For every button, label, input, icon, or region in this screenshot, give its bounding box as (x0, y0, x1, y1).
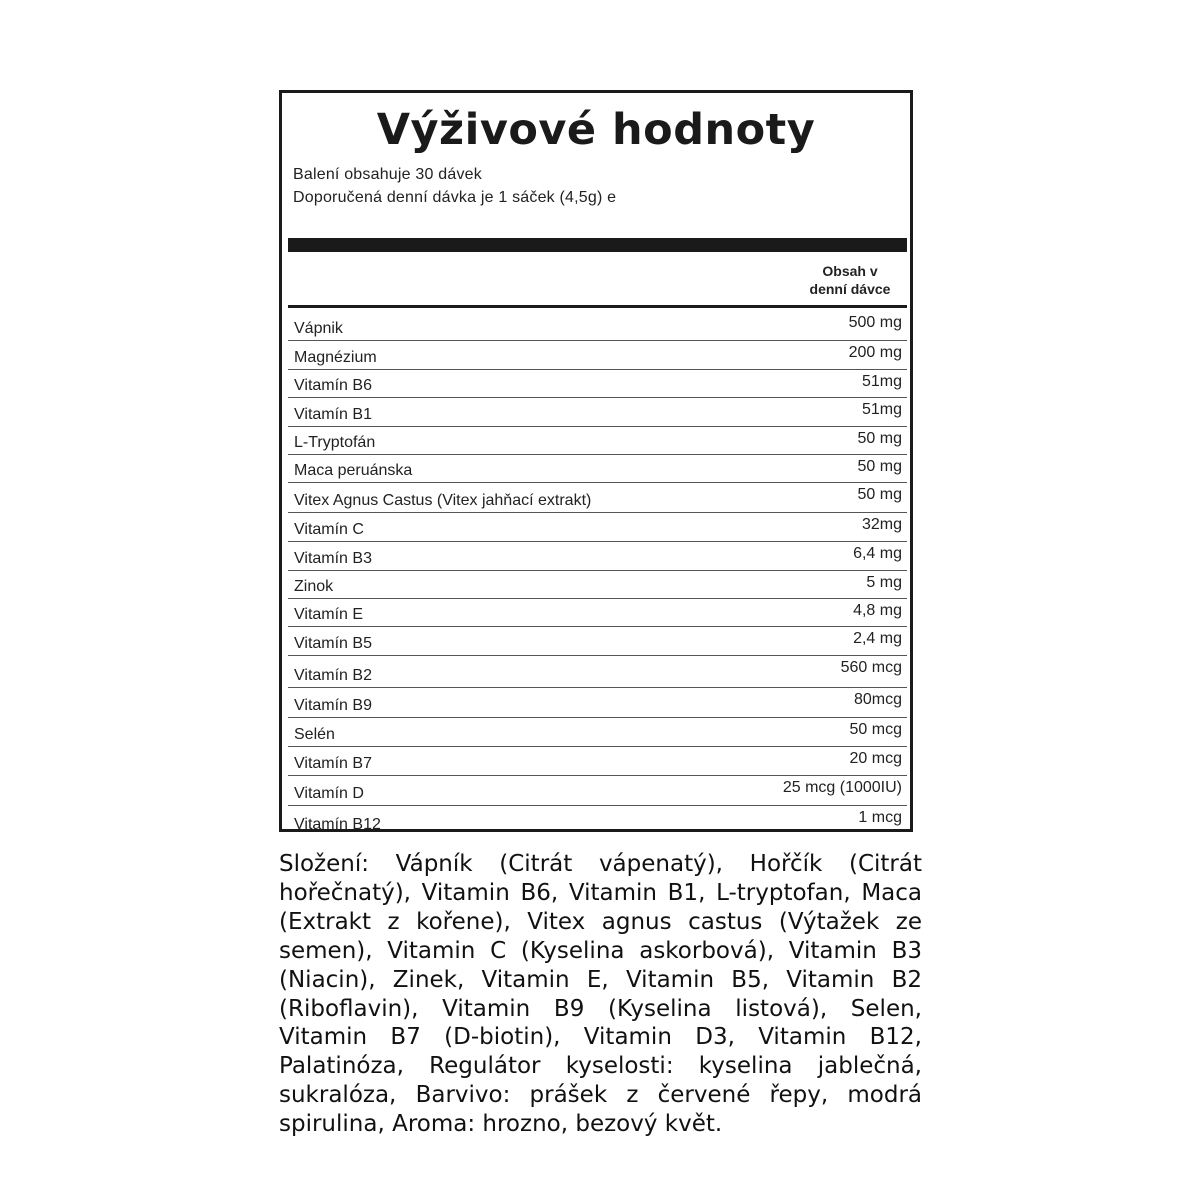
nutrient-name: Zinok (294, 578, 334, 595)
table-row (288, 806, 907, 836)
nutrient-value: 32mg (861, 516, 902, 533)
table-row (288, 776, 907, 806)
nutrient-value: 51mg (861, 401, 902, 418)
nutrient-value: 500 mg (848, 314, 902, 331)
table-row (288, 571, 907, 599)
nutrient-value: 200 mg (848, 344, 902, 361)
nutrient-value: 20 mcg (849, 750, 902, 767)
nutrient-name: Vitamín B5 (294, 635, 372, 652)
table-row (288, 513, 907, 542)
column-header (792, 262, 908, 298)
table-row (288, 483, 907, 513)
nutrient-value: 1 mcg (858, 809, 902, 826)
table-row (288, 718, 907, 747)
table-row (288, 427, 907, 455)
nutrition-title: Výživové hodnoty (376, 105, 816, 155)
nutrient-name: Selén (294, 726, 335, 743)
nutrient-name: Vápnik (294, 320, 343, 337)
nutrient-value: 50 mcg (849, 721, 902, 738)
nutrient-name: Vitamín E (294, 606, 364, 623)
nutrient-value: 50 mg (857, 430, 902, 447)
nutrient-value: 50 mg (857, 486, 902, 503)
table-row (288, 542, 907, 571)
nutrient-table (288, 311, 907, 836)
nutrient-name: Vitex Agnus Castus (Vitex jahňací extrakt) (294, 492, 592, 509)
nutrient-name: Vitamín C (294, 521, 364, 538)
nutrient-name: Vitamín B12 (294, 816, 381, 833)
nutrient-name: Maca peruánska (294, 462, 413, 479)
nutrient-value: 2,4 mg (853, 630, 902, 647)
nutrient-value: 6,4 mg (853, 545, 902, 562)
table-row (288, 398, 907, 427)
table-row (288, 455, 907, 483)
nutrient-name: Vitamín B1 (294, 406, 372, 423)
composition-text: Složení: Vápník (Citrát vápenatý), Hořčík (Citrát hořečnatý), Vitamin B6, Vitamin B1, L-tryptofan, Maca (Extrakt z kořene), Vitex agnus castus (Výtažek ze semen), Vitamin C (Kyselina askorbová), Vitamin B3 (Niacin), Zinek, Vitamin E, Vitamin B5, Vitamin B2 (Riboflavin), Vitamin B9 (Kyselina listová), Selen, Vitamin B7 (D-biotin), Vitamin D3, Vitamin B12, Palatinóza, Regulátor kyselosti: kyselina jablečná, sukralóza, Barvivo: prášek z červené řepy, modrá spirulina, Aroma: hrozno, bezový květ. (279, 851, 922, 1138)
nutrient-name: Vitamín B9 (294, 697, 372, 714)
column-header-line-2: denní dávce (809, 281, 891, 297)
nutrient-value: 4,8 mg (853, 602, 902, 619)
nutrient-name: Vitamín B3 (294, 550, 372, 567)
nutrient-name: Vitamín B7 (294, 755, 372, 772)
package-servings-text: Balení obsahuje 30 dávek (293, 166, 482, 183)
nutrient-name: Vitamín B6 (294, 377, 372, 394)
table-row (288, 688, 907, 718)
table-row (288, 656, 907, 688)
table-row (288, 341, 907, 370)
nutrition-facts-panel (279, 90, 913, 832)
table-row (288, 747, 907, 776)
nutrient-value: 25 mcg (1000IU) (782, 779, 902, 796)
recommended-dose-text: Doporučená denní dávka je 1 sáček (4,5g) e (293, 189, 617, 206)
nutrient-value: 50 mg (857, 458, 902, 475)
nutrient-name: Vitamín B2 (294, 667, 372, 684)
nutrient-value: 560 mcg (840, 659, 902, 676)
table-row (288, 370, 907, 398)
nutrient-name: L-Tryptofán (294, 434, 376, 451)
nutrient-value: 51mg (861, 373, 902, 390)
header-divider (288, 305, 907, 308)
thick-divider (288, 238, 907, 252)
table-row (288, 311, 907, 341)
table-row (288, 599, 907, 627)
column-header-line-1: Obsah v (822, 263, 878, 279)
nutrient-name: Vitamín D (294, 785, 364, 802)
table-row (288, 627, 907, 656)
nutrient-value: 5 mg (866, 574, 902, 591)
nutrient-name: Magnézium (294, 349, 377, 366)
nutrient-value: 80mcg (853, 691, 902, 708)
